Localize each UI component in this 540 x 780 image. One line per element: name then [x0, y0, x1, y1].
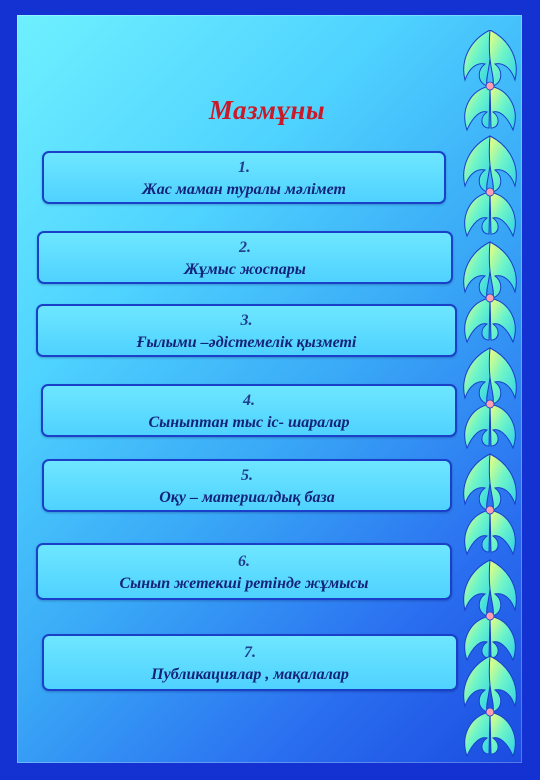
- kazakh-ornament-icon: [464, 454, 517, 554]
- kazakh-ornament-icon: [464, 136, 517, 236]
- kazakh-ornament-icon: [464, 560, 517, 660]
- menu-item-number: 5.: [241, 467, 253, 484]
- menu-item-number: 1.: [238, 159, 250, 176]
- kazakh-ornament-icon: [464, 348, 517, 448]
- menu-item-6[interactable]: [36, 543, 452, 600]
- page-title: Мазмұны: [208, 95, 326, 125]
- menu-item-label: Сынып жетекшi ретінде жұмысы: [119, 575, 369, 592]
- menu-item-label: Сыныптан тыс іс- шаралар: [148, 414, 350, 431]
- kazakh-ornament-icon: [464, 656, 517, 756]
- menu-item-number: 4.: [243, 392, 255, 409]
- ornament-border: [455, 30, 525, 760]
- kazakh-ornament-icon: [464, 242, 517, 342]
- menu-item-label: Жас маман туралы мәлімет: [142, 181, 346, 198]
- menu-item-7[interactable]: [42, 634, 458, 691]
- menu-item-3[interactable]: [36, 304, 457, 357]
- menu-item-label: Публикациялар , мақалалар: [151, 666, 349, 683]
- menu-item-number: 3.: [240, 312, 253, 329]
- menu-item-2[interactable]: [37, 231, 453, 284]
- menu-item-label: Ғылыми –әдістемелік қызметі: [136, 334, 357, 351]
- menu-item-1[interactable]: [42, 151, 446, 204]
- menu-item-label: Жұмыс жоспары: [184, 261, 306, 278]
- menu-item-number: 6.: [238, 553, 250, 570]
- menu-item-5[interactable]: [42, 459, 452, 512]
- menu-item-number: 2.: [239, 239, 251, 256]
- menu-item-4[interactable]: [41, 384, 457, 437]
- menu-item-label: Оқу – материалдық база: [159, 489, 335, 506]
- kazakh-ornament-icon: [464, 30, 517, 130]
- menu-item-number: 7.: [244, 644, 256, 661]
